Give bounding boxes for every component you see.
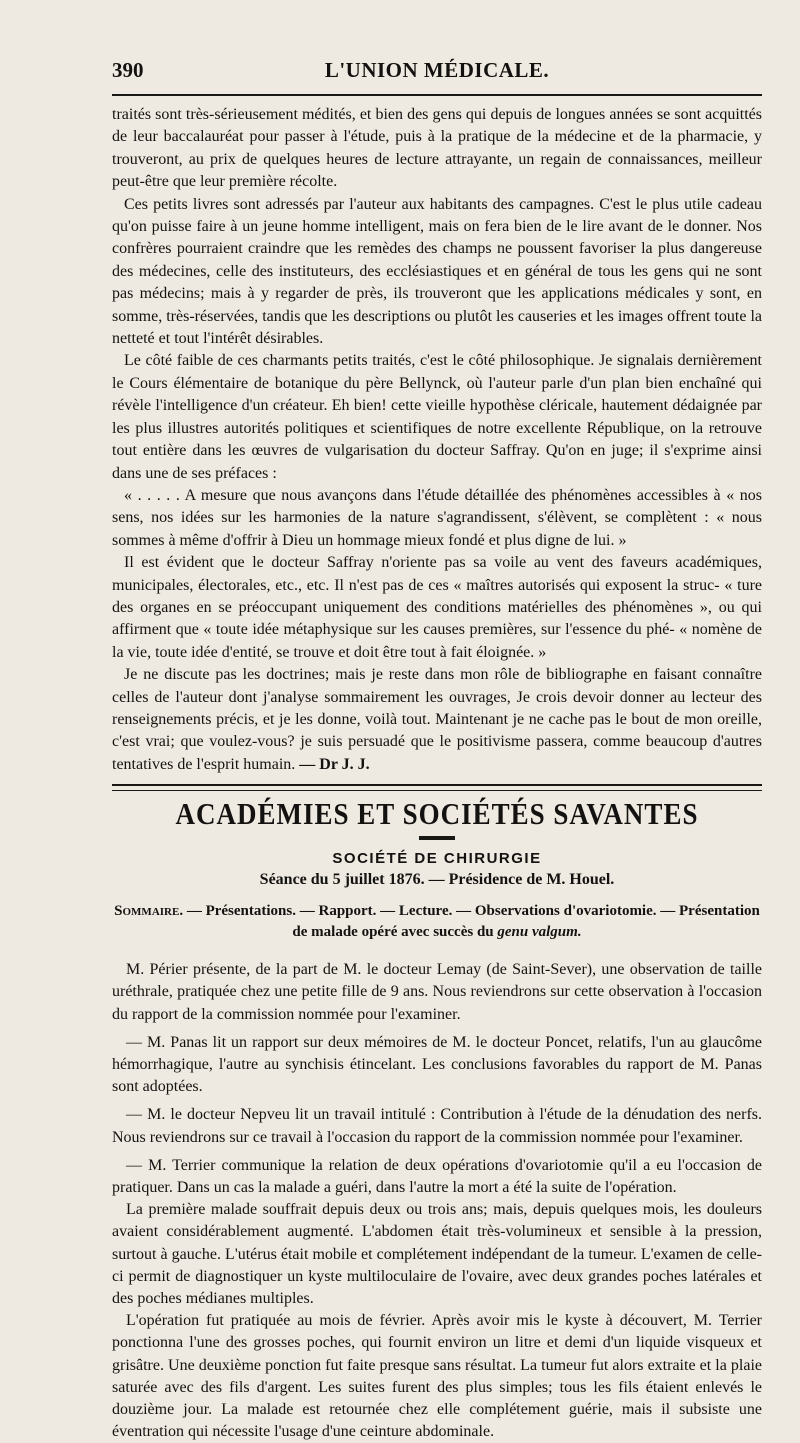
session-line: Séance du 5 juillet 1876. — Présidence de M. Houel. [259, 871, 615, 889]
summary-text: — Présentations. — Rapport. — Lecture. — Observations d'ovariotomie. — Présentation de malade opéré avec succès du [183, 903, 760, 941]
review-paragraph-5-text: Je ne discute pas les doctrines; mais je reste dans mon rôle de bibliographe en faisant connaître celles de l'auteur dont j'analyse sommairement les ouvrages, Je crois devoir donner au lecteur des renseignements précis, et je les donne, voilà tout. Maintenant je ne cache pas le bout de mon oreille, c'est vrai; que voulez-vous? je suis persuadé que le positivisme passera, comme beaucoup d'autres tentatives de l'esprit humain. [112, 666, 762, 773]
review-signature: — Dr J. J. [299, 755, 370, 773]
report-paragraph-4: — M. Terrier communique la relation de deux opérations d'ovariotomie qu'il a eu l'occasion de pratiquer. Dans un cas la malade a guéri, dans l'autre la mort a été la suite de l'opération. [112, 1156, 762, 1197]
review-paragraph-3: Le côté faible de ces charmants petits traités, c'est le côté philosophique. Je signalais dernièrement le Cours élémentaire de botanique du père Bellynck, où l'auteur parle d'un plan bien enchaîné qui révèle l'intelligence d'un créateur. Eh bien! cette vieille hypothèse cléricale, hautement dédaignée par les plus illustres autorités politiques et scientifiques de notre excellente République, on la retrouve tout entière dans les œuvres de vulgarisation du docteur Saffray. Qu'on en juge; il s'exprime ainsi dans une de ses préfaces : [112, 352, 762, 482]
report-paragraph-2: — M. Panas lit un rapport sur deux mémoires de M. le docteur Poncet, relatifs, l'un au glaucôme hémorrhagique, l'autre au synchisis étincelant. Les conclusions favorables du rapport de M. Panas sont adoptées. [112, 1033, 762, 1096]
report-paragraph-3: — M. le docteur Nepveu lit un travail intitulé : Contribution à l'étude de la dénudation des nerfs. Nous reviendrons sur ce travail à l'occasion du rapport de la commission nommée pour l'examiner. [112, 1106, 762, 1146]
report-paragraph-1: M. Périer présente, de la part de M. le docteur Lemay (de Saint-Sever), une observation de taille uréthrale, pratiquée chez une petite fille de 9 ans. Nous reviendrons sur cette observation à l'occasion du rapport de la commission nommée pour l'examiner. [112, 961, 762, 1023]
summary [112, 901, 762, 943]
page-header [112, 58, 762, 96]
review-quote-1: « . . . . . A mesure que nous avançons dans l'étude détaillée des phénomènes accessibles à « nos sens, nos idées sur les harmonies de la nature s'agrandissent, s'élèvent, se complètent : « nous sommes à même d'offrir à Dieu un hommage mieux fondé et plus digne de lui. » [112, 486, 762, 549]
summary-emphasis: genu valgum. [497, 924, 582, 941]
summary-label: Sommaire. [114, 903, 184, 920]
society-report [112, 959, 762, 1443]
report-paragraph-5: La première malade souffrait depuis deux ou trois ans; mais, depuis quelques mois, les douleurs avaient considérablement augmenté. L'abdomen était très-volumineux et sensible à la pression, surtout à gauche. L'utérus était mobile et complétement indépendant de la tumeur. L'examen de celle-ci permit de diagnostiquer un kyste multiloculaire de l'ovaire, avec deux grandes poches latérales et des poches médianes multiples. [112, 1201, 762, 1308]
review-section [112, 104, 762, 776]
section-title: ACADÉMIES ET SOCIÉTÉS SAVANTES [175, 797, 699, 831]
section-divider [112, 784, 762, 791]
society-title: SOCIÉTÉ DE CHIRURGIE [332, 850, 542, 868]
review-paragraph-5 [112, 664, 762, 776]
review-paragraph-2: Ces petits livres sont adressés par l'auteur aux habitants des campagnes. C'est le plus utile cadeau qu'on puisse faire à un jeune homme intelligent, mais on fera bien de le lire avant de le donner. Nos confrères pourraient craindre que les remèdes des champs ne poussent favoriser la plus dangereuse des médecines, celle des instituteurs, des ecclésiastiques et en général de tous les gens qui ne sont pas médecins; mais à y regarder de près, ils trouveront que les applications médicales y sont, en somme, très-réservées, tandis que les descriptions ou plutôt les causeries et les images offrent toute la netteté et tout l'intérêt désirables. [112, 195, 762, 348]
report-paragraph-6: L'opération fut pratiquée au mois de février. Après avoir mis le kyste à découvert, M. Terrier ponctionna l'une des grosses poches, qui fournit environ un litre et demi d'un liquide visqueux et grisâtre. Une deuxième ponction fut faite presque sans résultat. La tumeur fut alors extraite et la plaie saturée avec des fils d'argent. Les suites furent des plus simples; tous les fils étaient enlevés le douzième jour. La malade est retournée chez elle complétement guérie, mais il subsiste une éventration qui nécessite l'usage d'une ceinture abdominale. [112, 1312, 762, 1441]
review-paragraph-4: Il est évident que le docteur Saffray n'oriente pas sa voile au vent des faveurs académiques, municipales, électorales, etc., etc. Il n'est pas de ces « maîtres autorisés qui exposent la struc- « ture des organes en se préoccupant uniquement des conditions matérielles des phénomènes », ou qui affirment que « toute idée métaphysique sur les causes premières, sur l'essence du phé- « nomène de la vie, toute idée d'entité, se trouve et doit être tout à fait éloignée. » [112, 554, 762, 661]
running-head: L'UNION MÉDICALE. [324, 58, 550, 82]
title-rule [419, 836, 455, 840]
review-paragraph-1: traités sont très-sérieusement médités, et bien des gens qui depuis de longues années se sont acquittés de leur baccalauréat pour passer à l'étude, puis à la pratique de la médecine et de la pharmacie, y trouveront, au prix de quelques heures de lecture attrayante, un regain de connaissances, meilleur peut-être que leur première récolte. [112, 106, 762, 191]
page-number: 390 [112, 58, 144, 82]
